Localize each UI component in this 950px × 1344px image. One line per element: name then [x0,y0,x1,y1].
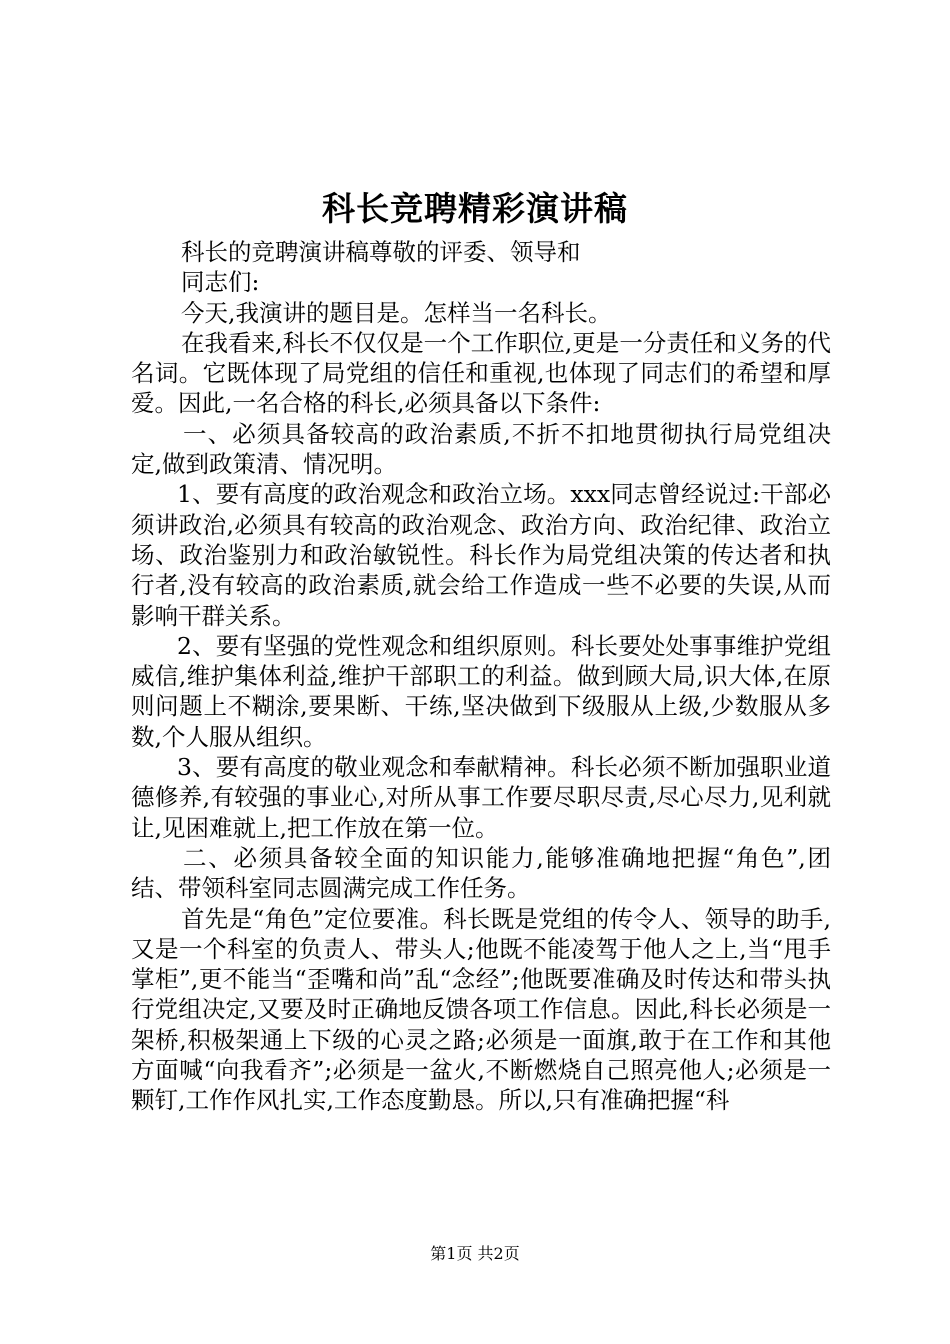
document-title: 科长竞聘精彩演讲稿 [322,189,628,228]
paragraph-point-2: 2、要有坚强的党性观念和组织原则。科长要处处事事维护党组威信,维护集体利益,维护干部职工的利益。做到顾大局,识大体,在原则问题上不糊涂,要果断、干练,坚决做到下级服从上级,少数服从多数,个人服从组织。 [131,631,831,751]
paragraph-point-1: 1、要有高度的政治观念和政治立场。xxx同志曾经说过:干部必须讲政治,必须具有较高的政治观念、政治方向、政治纪律、政治立场、政治鉴别力和政治敏锐性。科长作为局党组决策的传达者和执行者,没有较高的政治素质,就会给工作造成一些不必要的失误,从而影响干群关系。 [131,480,831,630]
document-body [131,237,831,1116]
paragraph-section-2: 二、必须具备较全面的知识能力,能够准确地把握“角色”,团结、带领科室同志圆满完成工作任务。 [131,843,831,903]
paragraph-topic: 今天,我演讲的题目是。怎样当一名科长。 [181,298,612,327]
paragraph-salutation-2: 同志们: [181,268,260,297]
paragraph-salutation-1: 科长的竞聘演讲稿尊敬的评委、领导和 [181,238,581,266]
paragraph-point-3: 3、要有高度的敬业观念和奉献精神。科长必须不断加强职业道德修养,有较强的事业心,对所从事工作要尽职尽责,尽心尽力,见利就让,见困难就上,把工作放在第一位。 [131,753,831,842]
paragraph-role: 首先是“角色”定位要准。科长既是党组的传令人、领导的助手,又是一个科室的负责人、带头人;他既不能凌驾于他人之上,当“甩手掌柜”,更不能当“歪嘴和尚”乱“念经”;他既要准确及时传达和带头执行党组决定,又要及时正确地反馈各项工作信息。因此,科长必须是一架桥,积极架通上下级的心灵之路;必须是一面旗,敢于在工作和其他方面喊“向我看齐”;必须是一盆火,不断燃烧自己照亮他人;必须是一颗钉,工作作风扎实,工作态度勤恳。所以,只有准确把握“科 [131,904,831,1115]
paragraph-section-1: 一、必须具备较高的政治素质,不折不扣地贯彻执行局党组决定,做到政策清、情况明。 [131,419,831,479]
paragraph-intro: 在我看来,科长不仅仅是一个工作职位,更是一分责任和义务的代名词。它既体现了局党组的信任和重视,也体现了同志们的希望和厚爱。因此,一名合格的科长,必须具备以下条件: [131,328,831,418]
page-footer: 第1页 共2页 [430,1244,520,1263]
